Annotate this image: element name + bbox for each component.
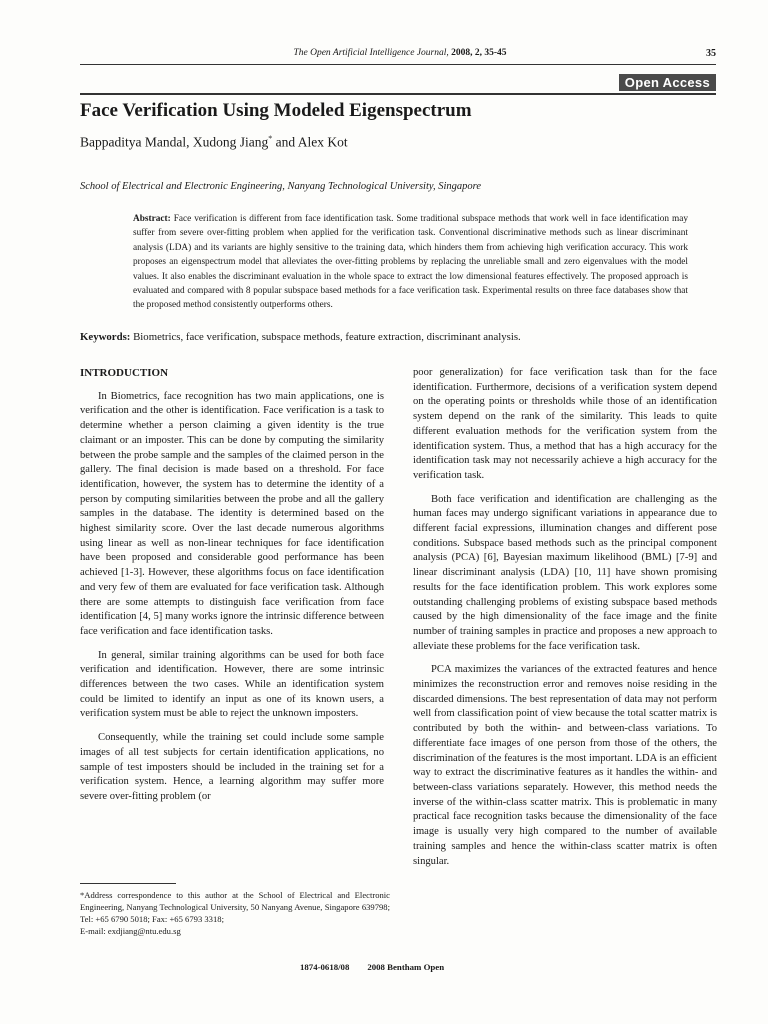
affiliation: School of Electrical and Electronic Engineering, Nanyang Technological University, Singapore — [80, 181, 481, 192]
corresponding-mark: * — [268, 134, 273, 143]
paper-title: Face Verification Using Modeled Eigenspectrum — [80, 100, 472, 121]
paragraph: PCA maximizes the variances of the extracted features and hence minimizes the reconstruction error and removes noise residing in the discarded dimensions. The best representation of data may not perform well from classification point of view because the total scatter matrix is contributed by both the within- and between-class variations. To differentiate face images of one person from those of the others, the discrimination of the features is the most important. LDA is an efficient way to extract the discriminative features as it handles the within- and between-class variations separately. However, this method needs the inverse of the within-class scatter matrix. This is problematic in many practical face recognition tasks because the dimensionality of the face image is usually very high compared to the number of available training samples and hence the within-class scatter matrix is often singular. — [413, 664, 717, 867]
paragraph: Both face verification and identification are challenging as the human faces may undergo significant variations in appearance due to different facial expressions, illumination changes and different pose conditions. Subspace based methods such as the principal component analysis (PCA) [6], Bayesian maximum likelihood (BML) [7-9] and linear discriminant analysis (LDA) [10, 11] have shown promising results for the face identification problem. This work explores some outstanding challenging problems of existing subspace based methods caused by the high dimensionality of the face image and the finite number of training samples in practice and proposes a new approach to alleviate these problems for the face verification task. — [413, 493, 717, 652]
page-footer — [300, 962, 462, 972]
issn: 1874-0618/08 — [300, 962, 350, 972]
journal-name: The Open Artificial Intelligence Journal, — [293, 48, 449, 58]
abstract-text: Face verification is different from face identification task. Some traditional subspace methods that work well in face identification may suffer from severe over-fitting problem when applied for the verification task. Conventional discriminative methods such as linear discriminant analysis (LDA) and its variants are highly sensitive to the training data, which hinders them from achieving high verification accuracy. This work proposes an eigenspectrum model that alleviates the over-fitting problems by replacing the unreliable small and zero eigenvalues with the model values. It also enables the discriminant evaluation in the whole space to extract the low dimensional features effectively. The proposed approach is evaluated and compared with 8 popular subspace based methods for a face verification task. Experimental results on three face databases show that the proposed method consistently outperforms others. — [133, 214, 688, 311]
journal-volume: 2008, 2, 35-45 — [451, 48, 507, 58]
page-number: 35 — [706, 48, 716, 59]
author-list — [80, 134, 348, 151]
header-rule — [80, 64, 716, 65]
left-column — [80, 366, 384, 814]
journal-header — [200, 48, 600, 58]
open-access-badge: Open Access — [619, 74, 716, 91]
footnote-email: E-mail: exdjiang@ntu.edu.sg — [80, 926, 181, 936]
footnote-rule — [80, 883, 176, 884]
footnote — [80, 889, 390, 937]
authors-first: Bappaditya Mandal, Xudong Jiang — [80, 134, 269, 150]
right-column — [413, 366, 717, 878]
keywords-text: Biometrics, face verification, subspace methods, feature extraction, discriminant analysis. — [133, 331, 521, 343]
paragraph: In general, similar training algorithms can be used for both face verification and identification. However, there are some intrinsic differences between the two cases. While an identification system could be limited to identify an input as one of its known users, a verification system must be able to reject the unknown imposters. — [80, 649, 384, 720]
abstract — [133, 212, 688, 313]
paragraph: In Biometrics, face recognition has two main applications, one is verification and the other is identification. Face verification is a task to determine whether a person claiming a given identity is the true claimant or an imposter. This can be done by computing the similarity between the probe sample and the samples of the claimed person in the gallery. The final decision is made based on a threshold. For face identification, however, the system has to determine the identity of a person by computing similarities between the probe and all the gallery samples in the database. The identity is determined based on the highest similarity score. Over the last decade numerous algorithms using linear as well as non-linear techniques for face identification have been proposed and considerable good performance has been achieved [1-3]. However, these algorithms focus on face identification and very few of them are evaluated for face verification task. Although there are some attempts to distinguish face verification from face identification [4, 5] many works ignore the intrinsic difference between face verification and face identification tasks. — [80, 390, 384, 637]
title-rule — [80, 93, 716, 95]
footnote-address: *Address correspondence to this author at the School of Electrical and Electronic Engineering, Nanyang Technological University, 50 Nanyang Avenue, Singapore 639798; Tel: +65 6790 5018; Fax: +65 6793 3318; — [80, 890, 390, 924]
abstract-label: Abstract: — [133, 214, 171, 224]
paragraph: Consequently, while the training set could include some sample images of all test subjects for certain identification applications, no sample of test imposters should be included in the training set for a verification system. Hence, a learning algorithm may suffer more severe over-fitting problem (or — [80, 732, 384, 802]
keywords — [80, 331, 716, 343]
authors-last: and Alex Kot — [272, 134, 348, 150]
keywords-label: Keywords: — [80, 331, 131, 343]
section-heading: INTRODUCTION — [80, 367, 169, 379]
publisher: 2008 Bentham Open — [367, 962, 445, 972]
paragraph: poor generalization) for face verification task than for the face identification. Furthermore, decisions of a verification system depend on the operating points or thresholds while those of an identification system depend on the rank of the similarity. This leads to quite different evaluation methods for the verification system from the identification system. Thus, a method that has a high accuracy for the identification task may not necessarily achieve a high accuracy for the verification task. — [413, 367, 717, 481]
